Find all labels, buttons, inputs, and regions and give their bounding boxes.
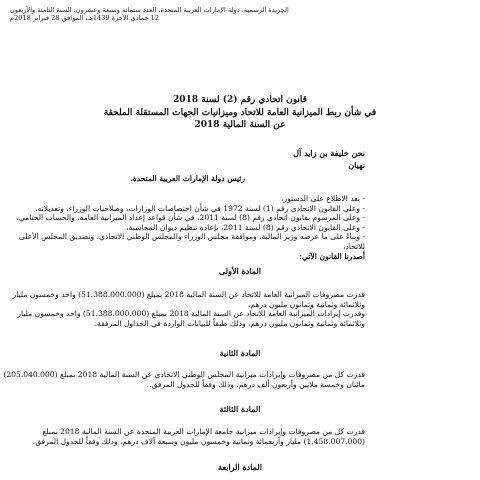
preamble-line: - وعلى القانون الاتحادي رقم (1) لسنة 1972 في شأن اختصاصات الوزارات، وصلاحيات الوزراء، وتعديلاته، <box>35 203 365 213</box>
article-line: وقدرت إيرادات الميزانية العامة للاتحاد عن السنة المالية 2018 بمبلغ (51.388.000.000) واحد وخمسون مليار <box>17 309 365 319</box>
article-line: قدرت كل من مصروفات وإيرادات ميزانية جامعة الإمارات العربية المتحدة عن السنة المالية 2018 بمبلغ <box>42 427 365 436</box>
article-3-body <box>5 427 365 446</box>
article-2-body <box>5 370 365 389</box>
article-1-body <box>5 290 365 328</box>
article-line: وثلاثمائة وثمانية وثمانون مليون درهم، وذلك طبقاً للبيانات الواردة في الجداول المرفقة. <box>94 318 365 328</box>
preamble-line: - وعلى المرسوم بقانون اتحادي رقم (8) لسنة 2011، في شأن قواعد إعداد الميزانية العامة، والحساب الختامي، <box>16 213 365 223</box>
signatory-name: نحن خليفة بن زايد آل <box>293 148 365 158</box>
article-4-heading: المادة الرابعة <box>218 462 262 472</box>
signatory-title: رئيس دولة الإمارات العربية المتحدة، <box>130 174 245 183</box>
preamble <box>5 194 365 261</box>
issued-statement: أصدرنا القانون الآتي: <box>299 251 365 261</box>
gazette-header <box>10 6 470 23</box>
article-line: مائتان وخمسة ملايين وأربعون ألف درهم، وذلك وفقاً للجدول المرفق. <box>149 379 365 389</box>
law-title <box>40 94 440 132</box>
gazette-header-line-2: 12 جمادى الآخرة 1439هـ، الموافق 28 فبراير 2018م <box>10 14 160 23</box>
law-title-line-1: قانون اتحادي رقم (2) لسنة 2018 <box>173 95 307 105</box>
article-line: وثلاثمائة وثمانية وثمانون مليون درهم، <box>248 299 365 309</box>
article-1-heading: المادة الأولى <box>218 266 261 276</box>
law-title-line-2: في شأن ربط الميزانية العامة للاتحاد وميزانيات الجهات المستقلة الملحقة <box>103 107 377 118</box>
preamble-line: - وبناءً على ما عرضه وزير المالية، وموافقة مجلس الوزراء والمجلس الوطني الاتحادي، وتصديق المجلس الأعلى <box>18 232 365 242</box>
law-title-line-3: عن السنة المالية 2018 <box>194 120 286 130</box>
gazette-header-line-1: الجريدة الرسمية، دولة الإمارات العربية المتحدة، العدد ستمائة وسبعة وعشرون، السنة الثامنة والأربعون <box>10 6 289 14</box>
article-line: (1.458.007.000) مليار وأربعمائة وثمانية وخمسون مليون وسبعة آلاف درهم، وذلك وفقاً للجدول المرفق. <box>32 436 365 446</box>
signatory-name-cont: نهيان <box>348 160 365 170</box>
article-2-heading: المادة الثانية <box>219 348 261 358</box>
preamble-line: للاتحاد، <box>342 241 365 251</box>
preamble-line: - وعلى القانون الاتحادي رقم (8) لسنة 2011، بإعادة تنظيم ديوان المحاسبة، <box>126 222 365 232</box>
article-line: قدرت كل من مصروفات وإيرادات ميزانية المجلس الوطني الاتحادي عن السنة المالية 2018 بمبلغ (205.040.000) <box>3 370 365 379</box>
preamble-line: - بعد الاطلاع على الدستور، <box>280 194 365 203</box>
article-line: قدرت مصروفات الميزانية العامة للاتحاد عن السنة المالية 2018 بمبلغ (51.388.000.000) واحد وخمسون مليار <box>12 290 365 299</box>
article-3-heading: المادة الثالثة <box>219 404 261 414</box>
